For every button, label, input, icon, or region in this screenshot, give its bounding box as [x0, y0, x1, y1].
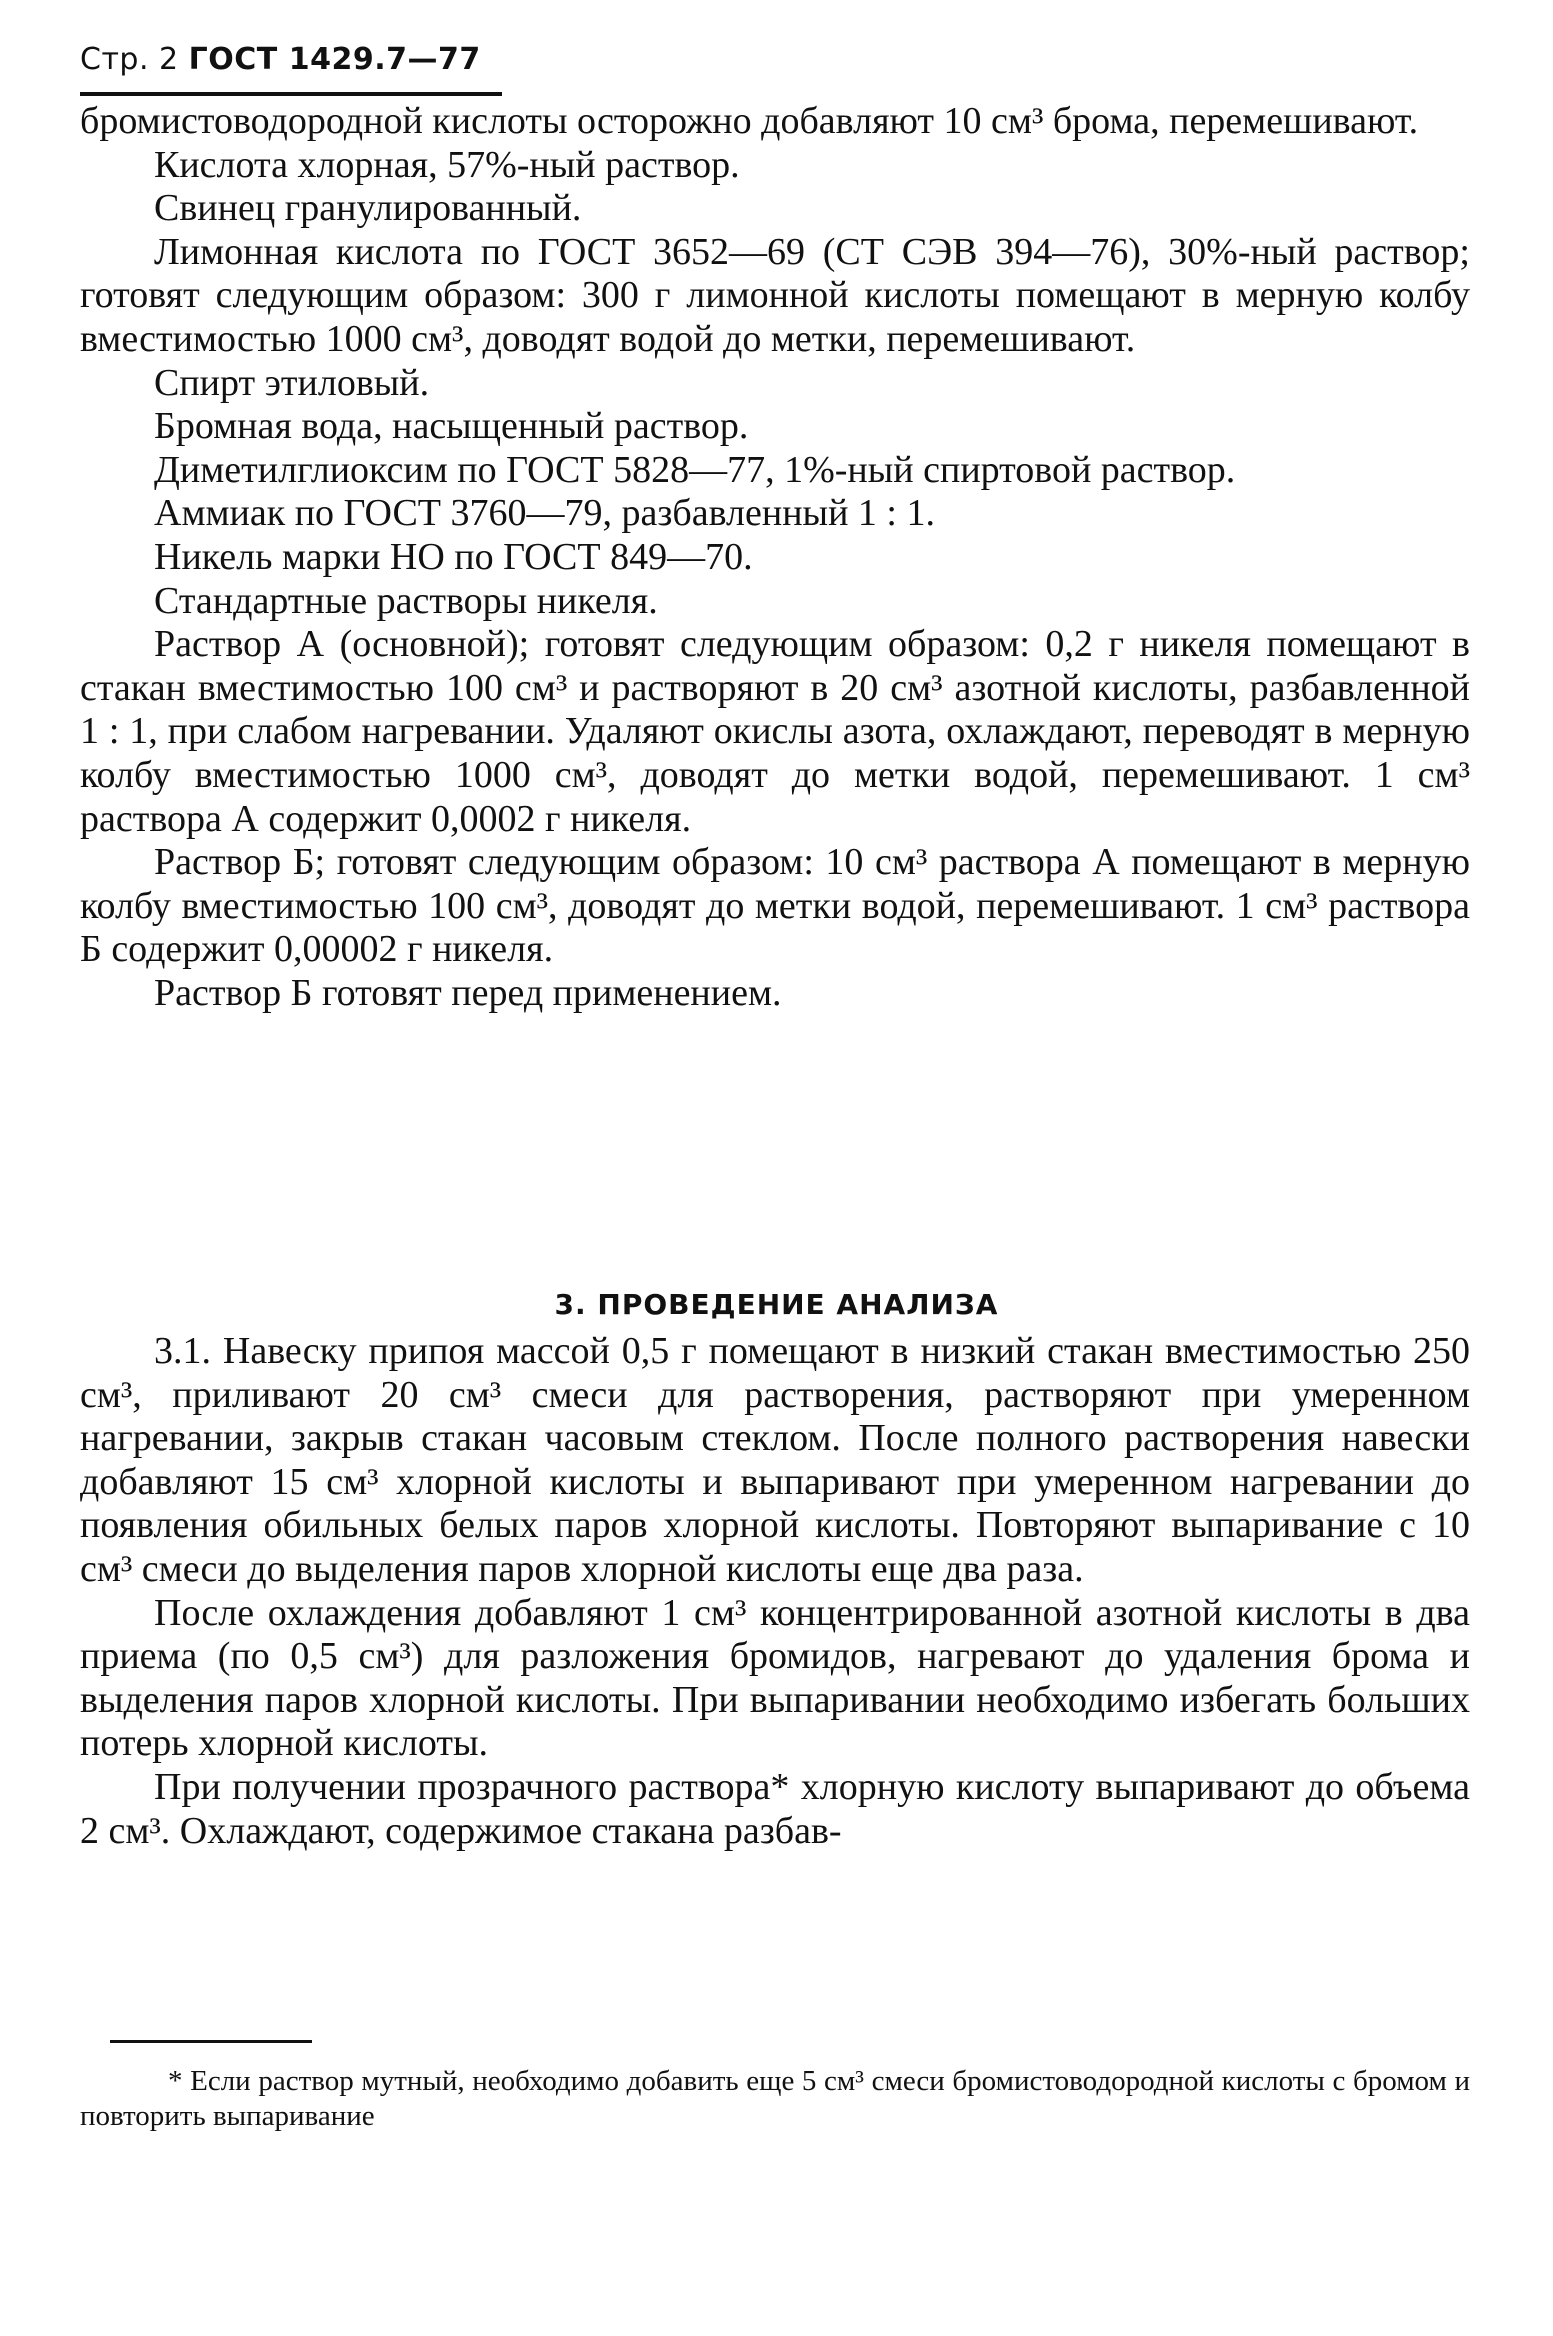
section-title: 3. ПРОВЕДЕНИЕ АНАЛИЗА	[554, 1288, 999, 1321]
paragraph: Спирт этиловый.	[154, 361, 430, 404]
paragraph: бромистоводородной кислоты осторожно добавляют 10 см³ брома, перемешивают.	[80, 100, 1419, 142]
footnote-text: * Если раствор мутный, необходимо добавить еще 5 см³ смеси бромистоводородной кислоты с бромом и повторить выпаривание	[80, 2065, 1470, 2132]
paragraph: Раствор Б; готовят следующим образом: 10 см³ раствора А помещают в мерную колбу вместимостью 100 см³, доводят до метки водой, перемешивают. 1 см³ раствора Б содержит 0,00002 г никеля.	[80, 841, 1470, 971]
paragraph: Раствор А (основной); готовят следующим образом: 0,2 г никеля помещают в стакан вместимостью 100 см³ и растворяют в 20 см³ азотной кислоты, разбавленной 1 : 1, при слабом нагревании. Удаляют окислы азота, охлаждают, переводят в мерную колбу вместимостью 1000 см³, доводят до метки водой, перемешивают. 1 см³ раствора А содержит 0,0002 г никеля.	[80, 623, 1470, 840]
paragraph: Кислота хлорная, 57%-ный раствор.	[154, 143, 740, 186]
paragraph: Лимонная кислота по ГОСТ 3652—69 (СТ СЭВ 394—76), 30%-ный раствор; готовят следующим образом: 300 г лимонной кислоты помещают в мерную колбу вместимостью 1000 см³, доводят водой до метки, перемешивают.	[80, 230, 1470, 360]
paragraph: При получении прозрачного раствора* хлорную кислоту выпаривают до объема 2 см³. Охлаждают, содержимое стакана разбав-	[80, 1765, 1470, 1852]
paragraph: 3.1. Навеску припоя массой 0,5 г помещают в низкий стакан вместимостью 250 см³, приливают 20 см³ смеси для растворения, растворяют при умеренном нагревании, закрыв стакан часовым стеклом. После полного растворения навески добавляют 15 см³ хлорной кислоты и выпаривают при умеренном нагревании до появления обильных белых паров хлорной кислоты. Повторяют выпаривание с 10 см³ смеси до выделения паров хлорной кислоты еще два раза.	[80, 1330, 1470, 1590]
footnote-rule	[110, 2040, 312, 2043]
reagents-section	[80, 100, 1470, 1015]
page-header	[80, 42, 481, 77]
paragraph: Аммиак по ГОСТ 3760—79, разбавленный 1 : 1.	[154, 492, 935, 535]
paragraph: Диметилглиоксим по ГОСТ 5828—77, 1%-ный спиртовой раствор.	[154, 448, 1236, 491]
paragraph: Раствор Б готовят перед применением.	[154, 971, 782, 1014]
footnote	[80, 2064, 1470, 2134]
paragraph: Свинец гранулированный.	[154, 187, 582, 230]
standard-number: ГОСТ 1429.7—77	[188, 42, 481, 77]
analysis-section	[80, 1330, 1470, 1853]
paragraph: Никель марки НО по ГОСТ 849—70.	[154, 535, 753, 578]
paragraph: Бромная вода, насыщенный раствор.	[154, 405, 749, 448]
header-rule	[80, 92, 502, 96]
page-label: Стр. 2	[80, 42, 179, 77]
paragraph: Стандартные растворы никеля.	[154, 579, 658, 622]
paragraph: После охлаждения добавляют 1 см³ концентрированной азотной кислоты в два приема (по 0,5 см³) для разложения бромидов, нагревают до удаления брома и выделения паров хлорной кислоты. При выпаривании необходимо избегать больших потерь хлорной кислоты.	[80, 1591, 1470, 1765]
